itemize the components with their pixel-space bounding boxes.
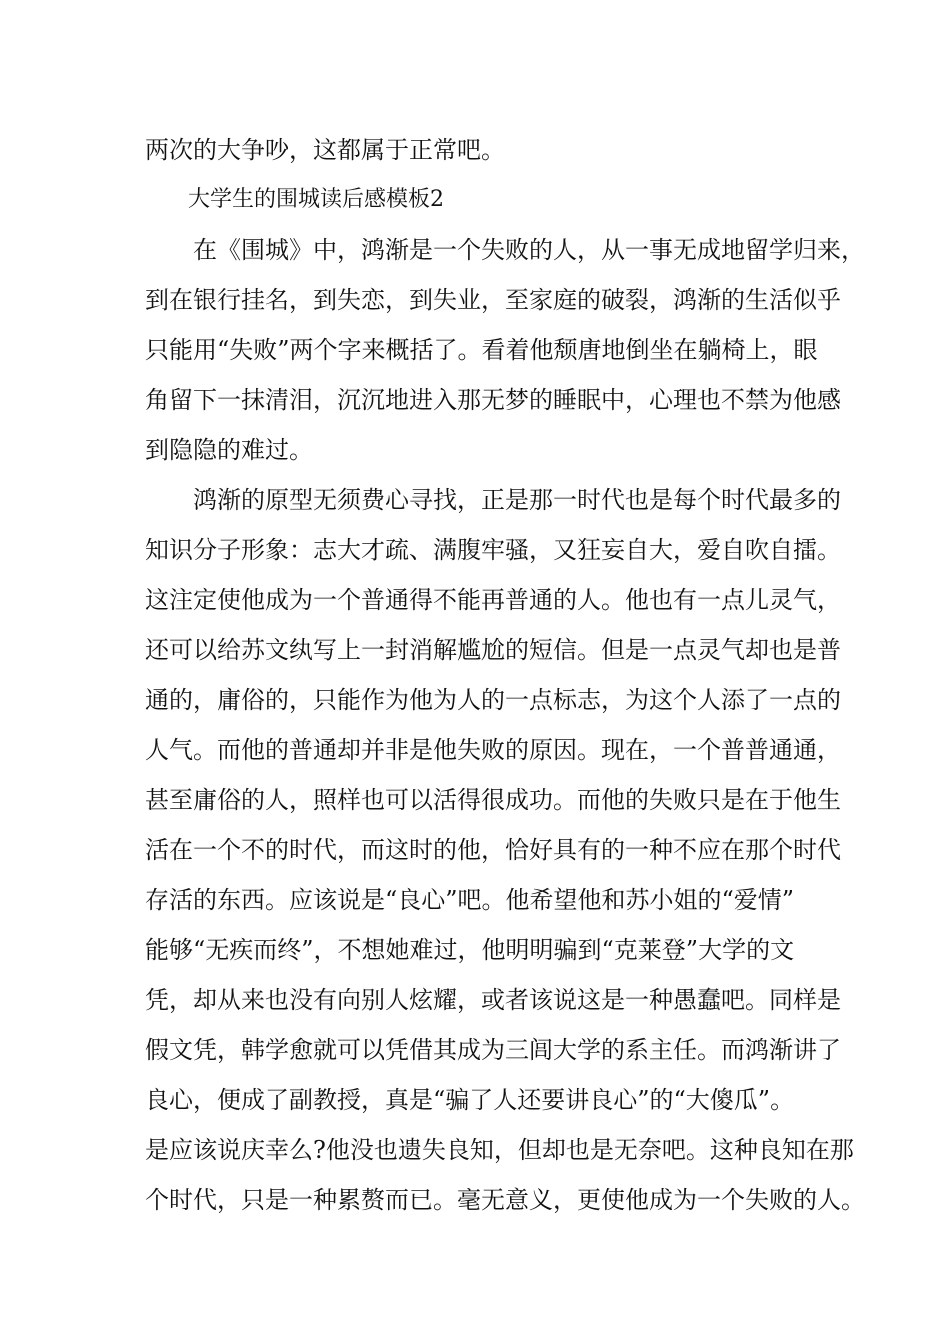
paragraph-line: 是应该说庆幸么?他没也遗失良知，但却也是无奈吧。这种良知在那 bbox=[145, 1136, 854, 1164]
paragraph-line: 甚至庸俗的人，照样也可以活得很成功。而他的失败只是在于他生 bbox=[145, 786, 841, 814]
paragraph-line: 两次的大争吵，这都属于正常吧。 bbox=[145, 136, 505, 164]
paragraph-line: 还可以给苏文纨写上一封消解尴尬的短信。但是一点灵气却也是普 bbox=[145, 636, 841, 664]
paragraph-line: 能够“无疾而终”，不想她难过，他明明骗到“克莱登”大学的文 bbox=[145, 936, 795, 964]
paragraph-line: 到在银行挂名，到失恋，到失业，至家庭的破裂，鸿渐的生活似乎 bbox=[145, 286, 841, 314]
paragraph-line: 通的，庸俗的，只能作为他为人的一点标志，为这个人添了一点的 bbox=[145, 686, 841, 714]
paragraph-line: 良心，便成了副教授，真是“骗了人还要讲良心”的“大傻瓜”。 bbox=[145, 1086, 795, 1114]
section-heading: 大学生的围城读后感模板2 bbox=[188, 187, 444, 212]
paragraph-line: 活在一个不的时代，而这时的他，恰好具有的一种不应在那个时代 bbox=[145, 836, 841, 864]
paragraph-line: 人气。而他的普通却并非是他失败的原因。现在，一个普普通通， bbox=[145, 736, 841, 764]
paragraph-line: 存活的东西。应该说是“良心”吧。他希望他和苏小姐的“爱情” bbox=[145, 886, 795, 914]
paragraph-line: 角留下一抹清泪，沉沉地进入那无梦的睡眠中，心理也不禁为他感 bbox=[145, 386, 841, 414]
paragraph-line: 这注定使他成为一个普通得不能再普通的人。他也有一点儿灵气， bbox=[145, 586, 841, 614]
paragraph-line: 只能用“失败”两个字来概括了。看着他颓唐地倒坐在躺椅上，眼 bbox=[145, 336, 818, 364]
paragraph-line: 知识分子形象：志大才疏、满腹牢骚，又狂妄自大，爱自吹自擂。 bbox=[145, 536, 841, 564]
paragraph-line: 假文凭，韩学愈就可以凭借其成为三闾大学的系主任。而鸿渐讲了 bbox=[145, 1036, 841, 1064]
paragraph-line: 到隐隐的难过。 bbox=[145, 436, 313, 464]
paragraph-line: 个时代，只是一种累赘而已。毫无意义，更使他成为一个失败的人。 bbox=[145, 1186, 865, 1214]
paragraph-line: 凭，却从来也没有向别人炫耀，或者该说这是一种愚蠢吧。同样是 bbox=[145, 986, 841, 1014]
paragraph-line: 在《围城》中，鸿渐是一个失败的人，从一事无成地留学归来， bbox=[193, 236, 865, 264]
paragraph-line: 鸿渐的原型无须费心寻找，正是那一时代也是每个时代最多的 bbox=[193, 486, 841, 514]
